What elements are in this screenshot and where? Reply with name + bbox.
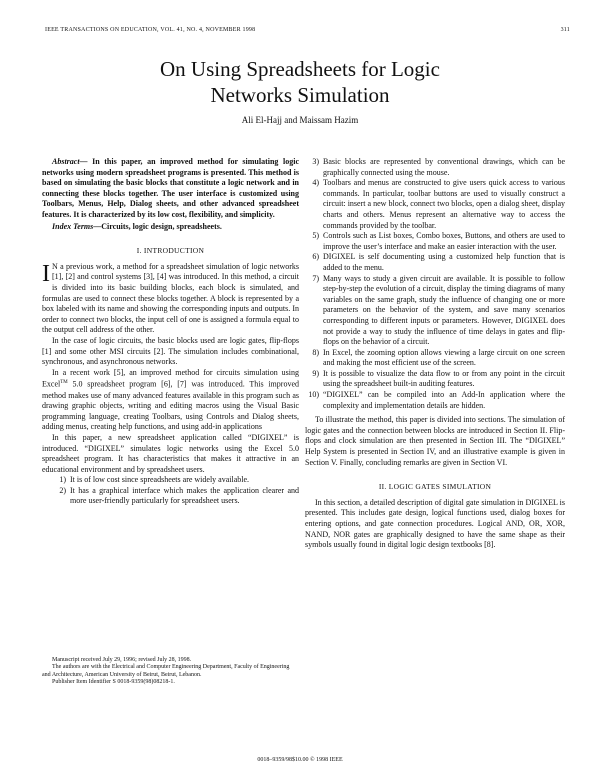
list-item-number: 7) bbox=[312, 273, 319, 283]
index-terms-text: —Circuits, logic design, spreadsheets. bbox=[93, 221, 222, 231]
list-item bbox=[52, 475, 299, 486]
index-terms-lead: Index Terms bbox=[52, 221, 94, 231]
title-line-2: Networks Simulation bbox=[210, 83, 390, 107]
feature-list-left bbox=[52, 475, 299, 507]
list-item-number: 1) bbox=[59, 475, 66, 485]
list-item bbox=[305, 348, 565, 369]
list-item-text: DIGIXEL is self documenting using a customized help function that is added to the menu. bbox=[323, 252, 565, 272]
list-item bbox=[305, 231, 565, 252]
abstract bbox=[42, 157, 299, 221]
list-item-number: 6) bbox=[312, 252, 319, 262]
section-heading-introduction: I. INTRODUCTION bbox=[136, 246, 205, 256]
intro-paragraph-3-b: 5.0 spreadsheet program [6], [7] was introduced. This improved method makes use of many advanced features available in this program such as drawing graphic objects, writing and editing macros using the Visual Basic programming language, creating Toolbars, using Controls and Dialog sheets, adding menus, creating help functions, and using add-in applications bbox=[42, 379, 299, 432]
footnote-affiliation: The authors are with the Electrical and Computer Engineering Department, Faculty of Engineering and Architecture, American University of Beirut, Beirut, Lebanon. bbox=[42, 664, 290, 678]
footnote-identifier: Publisher Item Identifier S 0018-9359(98)08218-1. bbox=[52, 679, 175, 686]
intro-paragraph-1-text: N a previous work, a method for a spreadsheet simulation of logic networks [1], [2] and control systems [3], [4] was introduced. In this method, a circuit is divided into its basic building blocks, each block is simulated, and formulas are used to connect these blocks together. A block is represented by a box labeled with its name and showing the corresponding inputs and outputs. In order to connect two blocks, the input cell of one is assigned a formula equal to the output cell address of the other. bbox=[42, 261, 299, 335]
abstract-text: In this paper, an improved method for simulating logic networks using modern spreadsheet programs is presented. This method is based on simulating the basic blocks that constitute a logic network and in connecting these blocks together. The user interface is customized using Toolbars, Menus, Help, Dialog sheets, and other advanced spreadsheet features. It is characterized by its low cost, flexibility, and simplicity. bbox=[42, 157, 299, 219]
abstract-lead: Abstract— bbox=[52, 157, 88, 166]
logic-gates-paragraph-1: In this section, a detailed description of digital gate simulation in DIGIXEL is presented. This includes gate design, logical functions used, dialog boxes for entering options, and gate connection procedures. Logical AND, OR, XOR, NAND, NOR gates are graphically designed to have the same shape as their symbols usually found in digital logic design textbooks [8]. bbox=[305, 497, 565, 550]
section-heading-logic-gates: II. LOGIC GATES SIMULATION bbox=[378, 482, 492, 492]
list-item bbox=[305, 390, 565, 411]
title-block bbox=[0, 56, 600, 125]
list-item-number: 9) bbox=[312, 368, 319, 378]
list-item-text: Basic blocks are represented by conventional drawings, which can be graphically connected using the mouse. bbox=[323, 157, 565, 177]
list-item-text: It is of low cost since spreadsheets are widely available. bbox=[70, 475, 250, 485]
left-column bbox=[42, 157, 299, 507]
journal-name: IEEE TRANSACTIONS ON EDUCATION, VOL. 41, NO. 4, NOVEMBER 1998 bbox=[45, 27, 256, 33]
list-item bbox=[305, 157, 565, 178]
list-item-text: It has a graphical interface which makes the application clearer and more user-friendly particularly for spreadsheet users. bbox=[70, 485, 299, 506]
intro-paragraph-2: In the case of logic circuits, the basic blocks used are logic gates, flip-flops [1] and some other MSI circuits [2]. The simulation includes combinational, synchronous, and asynchronous networks. bbox=[42, 335, 299, 367]
footnote-received: Manuscript received July 29, 1996; revised July 28, 1998. bbox=[52, 657, 192, 663]
list-item bbox=[305, 369, 565, 390]
authors: Ali El-Hajj and Maissam Hazim bbox=[241, 115, 359, 125]
right-column bbox=[305, 157, 565, 551]
list-item-number: 3) bbox=[312, 157, 319, 166]
list-item-text: In Excel, the zooming option allows viewing a large circuit on one screen and making the most efficient use of the screen. bbox=[323, 347, 565, 368]
footnote bbox=[42, 657, 299, 687]
copyright-line: 0018–9359/98$10.00 © 1998 IEEE bbox=[257, 757, 343, 763]
trademark-mark: TM bbox=[60, 380, 68, 386]
list-item bbox=[305, 178, 565, 231]
running-head bbox=[45, 27, 570, 33]
intro-paragraph-outline: To illustrate the method, this paper is divided into sections. The simulation of logic gates and the connection between blocks are introduced in Section II. Flip-flops and clock simulation are then presented in Section III. The “DIGIXEL” Help System is presented in Section IV, and an illustrative example is given in Section V. Finally, concluding remarks are given in Section VI. bbox=[305, 415, 565, 467]
page-number: 311 bbox=[560, 27, 570, 33]
list-item-number: 10) bbox=[308, 390, 319, 400]
list-item-text: It is possible to visualize the data flow to or from any point in the circuit using the spreadsheet built-in auditing features. bbox=[323, 368, 565, 389]
drop-cap: I bbox=[42, 260, 50, 287]
list-item-number: 2) bbox=[59, 485, 66, 495]
list-item-text: “DIGIXEL” can be compiled into an Add-In application where the complexity and implementation details are hidden. bbox=[323, 390, 565, 410]
paper-title bbox=[0, 56, 600, 108]
feature-list-right bbox=[305, 157, 565, 411]
intro-paragraph-1 bbox=[42, 262, 299, 336]
list-item-number: 4) bbox=[312, 178, 319, 188]
list-item-text: Controls such as List boxes, Combo boxes, Buttons, and others are used to improve the user’s interface and make an easier interaction with the user. bbox=[323, 231, 565, 251]
list-item-number: 5) bbox=[312, 231, 319, 241]
index-terms bbox=[42, 222, 299, 233]
list-item-number: 8) bbox=[312, 347, 319, 357]
list-item bbox=[52, 486, 299, 507]
list-item-text: Many ways to study a given circuit are available. It is possible to follow step-by-step the evolution of a circuit, display the timing diagrams of many variables on the same graph, study the influence of changing one or more parameters on the behavior of the system, and save many scenarios corresponding to different inputs or parameters. However, DIGIXEL does not provide a way to study the influence of time delays in gates and flip-flops on the behavior of a circuit. bbox=[323, 273, 565, 347]
intro-paragraph-4: In this paper, a new spreadsheet application called “DIGIXEL” is introduced. “DIGIXEL” simulates logic networks using the Excel 5.0 spreadsheet program. It has characteristics that makes it attractive in an educational environment and by spreadsheet users. bbox=[42, 432, 299, 474]
list-item-text: Toolbars and menus are constructed to give users quick access to various commands. In particular, toolbar buttons are used to visually construct a circuit: insert a new block, connect two blocks, open a dialog sheet, display charts and others. Menus represent an alternative way to access the commands provided by the toolbar. bbox=[323, 178, 565, 230]
intro-paragraph-3 bbox=[42, 368, 299, 433]
list-item bbox=[305, 252, 565, 273]
intro-paragraph-3-a: In a recent work [5], an improved method for circuits simulation using Excel bbox=[42, 367, 299, 389]
title-line-1: On Using Spreadsheets for Logic bbox=[160, 57, 440, 81]
list-item bbox=[305, 274, 565, 348]
